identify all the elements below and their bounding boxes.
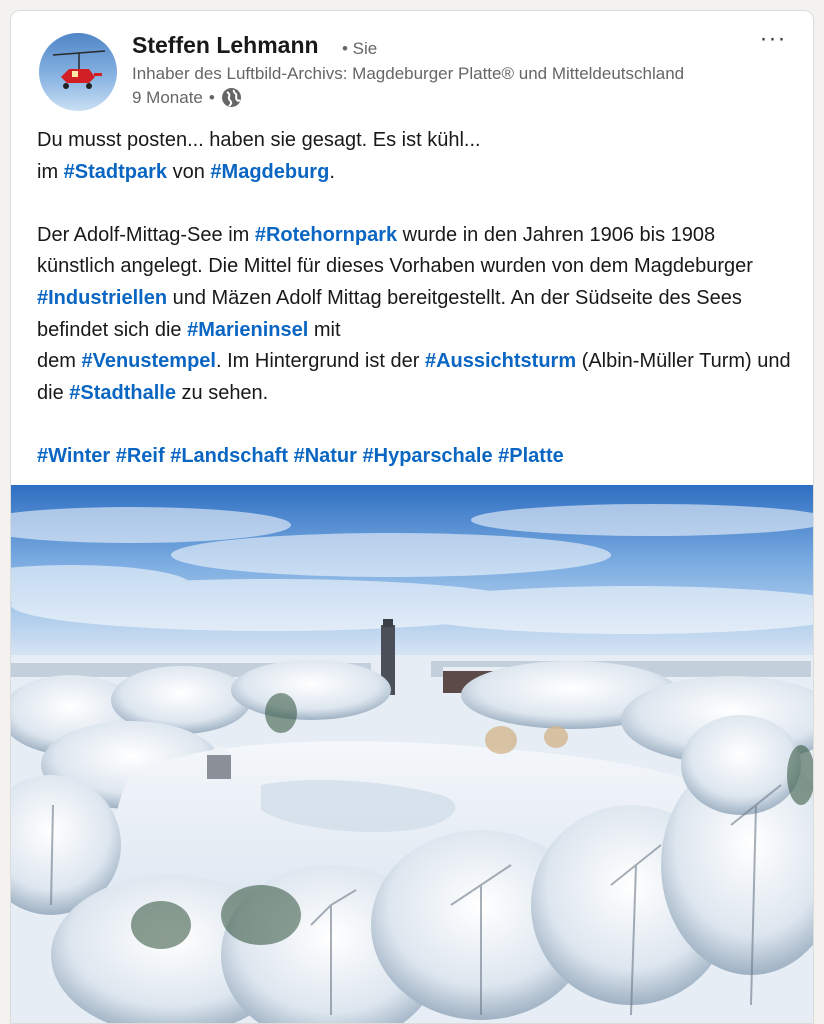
text-segment: dem <box>37 350 82 373</box>
globe-icon <box>221 87 242 108</box>
text-segment: (Albin-Müller Turm) und die <box>37 350 791 404</box>
hashtag-industriellen[interactable]: #Industriellen <box>37 286 168 309</box>
text-segment: im <box>37 160 64 183</box>
text-segment: Der Adolf-Mittag-See im <box>37 223 255 246</box>
post-image[interactable] <box>11 485 814 1024</box>
avatar[interactable] <box>39 33 117 111</box>
author-relation: • Sie <box>342 39 378 58</box>
meta-separator: • <box>208 87 215 107</box>
hashtag-landschaft[interactable]: #Landschaft <box>170 444 289 467</box>
hashtag-winter[interactable]: #Winter <box>37 444 111 467</box>
hashtag-stadtpark[interactable]: #Stadtpark <box>63 160 168 183</box>
hashtag-magdeburg[interactable]: #Magdeburg <box>210 160 330 183</box>
text-segment: zu sehen. <box>175 381 269 404</box>
post-time: 9 Monate <box>132 87 203 107</box>
text-segment: wurde in den Jahren 1906 bis 1908 künstlich angelegt. Die Mittel für dieses Vorhaben wurden von dem Magdeburger <box>37 223 753 278</box>
text-paragraph-2 <box>37 220 797 410</box>
paragraph-gap <box>37 188 797 220</box>
post-card <box>10 10 814 1024</box>
hashtag-marieninsel[interactable]: #Marieninsel <box>187 318 309 341</box>
post-header <box>11 11 814 121</box>
text-segment: von <box>167 160 211 183</box>
text-line-1: Du musst posten... haben sie gesagt. Es ist kühl... <box>37 129 481 151</box>
hashtag-stadthalle[interactable]: #Stadthalle <box>69 381 176 404</box>
more-options-button[interactable]: ··· <box>759 25 787 52</box>
hashtag-hyparschale[interactable]: #Hyparschale <box>362 444 493 467</box>
hashtag-reif[interactable]: #Reif <box>115 444 165 467</box>
hashtag-rotehornpark[interactable]: #Rotehornpark <box>254 223 398 246</box>
hashtag-natur[interactable]: #Natur <box>293 444 357 467</box>
text-segment: . Im Hintergrund ist der <box>215 350 425 373</box>
post-meta <box>132 87 242 108</box>
paragraph-gap <box>37 409 797 441</box>
hashtag-line <box>37 441 797 473</box>
author-headline: Inhaber des Luftbild-Archivs: Magdeburger Platte® und Mitteldeutschland <box>132 64 685 83</box>
hashtag-aussichtsturm[interactable]: #Aussichtsturm <box>424 350 577 373</box>
text-segment: . <box>329 160 335 183</box>
text-segment: und Mäzen Adolf Mittag bereitgestellt. An der Südseite des Sees befindet sich die <box>37 286 742 341</box>
text-line-2 <box>37 157 797 189</box>
hashtag-venustempel[interactable]: #Venustempel <box>81 350 216 373</box>
post-text <box>37 125 797 473</box>
hashtag-platte[interactable]: #Platte <box>498 444 564 467</box>
text-segment: mit <box>308 318 341 341</box>
author-name[interactable]: Steffen Lehmann <box>132 32 319 58</box>
